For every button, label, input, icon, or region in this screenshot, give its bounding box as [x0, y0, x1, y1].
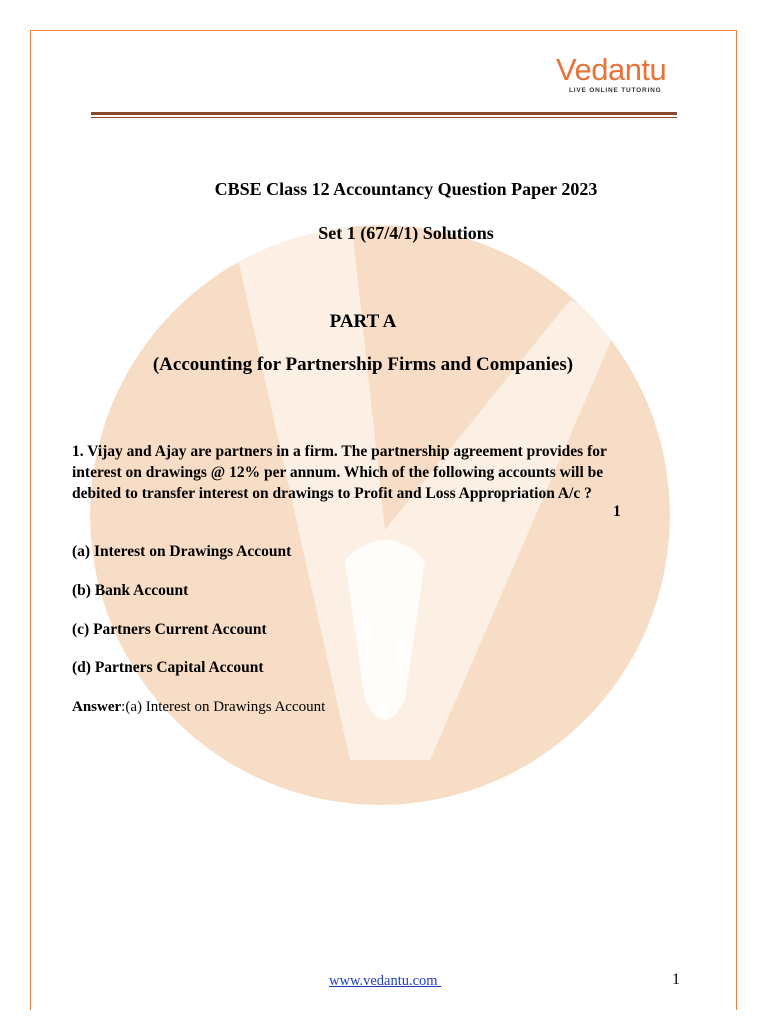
paper-subtitle: Set 1 (67/4/1) Solutions — [318, 223, 494, 243]
answer — [72, 699, 325, 716]
header-rule — [91, 112, 677, 115]
question-marks: 1 — [613, 503, 621, 520]
option-d: (d) Partners Capital Account — [72, 659, 264, 676]
logo-tagline: LIVE ONLINE TUTORING — [569, 87, 662, 94]
vedantu-logo — [556, 52, 681, 98]
answer-text: :(a) Interest on Drawings Account — [121, 699, 326, 715]
option-a: (a) Interest on Drawings Account — [72, 543, 292, 560]
footer-website-link[interactable]: www.vedantu.com — [329, 973, 442, 989]
page-border — [30, 30, 737, 1010]
question-line: interest on drawings @ 12% per annum. Which of the following accounts will be — [72, 464, 604, 481]
section-description: (Accounting for Partnership Firms and Companies) — [152, 354, 574, 375]
option-b: (b) Bank Account — [72, 582, 189, 599]
logo-wordmark: Vedantu — [556, 52, 667, 87]
question-line: debited to transfer interest on drawings to Profit and Loss Appropriation A/c ? — [72, 485, 592, 502]
page-number: 1 — [672, 971, 680, 988]
header-rule-thin — [91, 117, 677, 118]
option-c: (c) Partners Current Account — [72, 621, 267, 638]
answer-label: Answer — [72, 699, 122, 715]
question-line: 1. Vijay and Ajay are partners in a firm. The partnership agreement provides for — [72, 443, 607, 460]
question-text — [72, 441, 672, 504]
paper-title: CBSE Class 12 Accountancy Question Paper 2023 — [214, 179, 598, 199]
section-part: PART A — [329, 311, 397, 332]
